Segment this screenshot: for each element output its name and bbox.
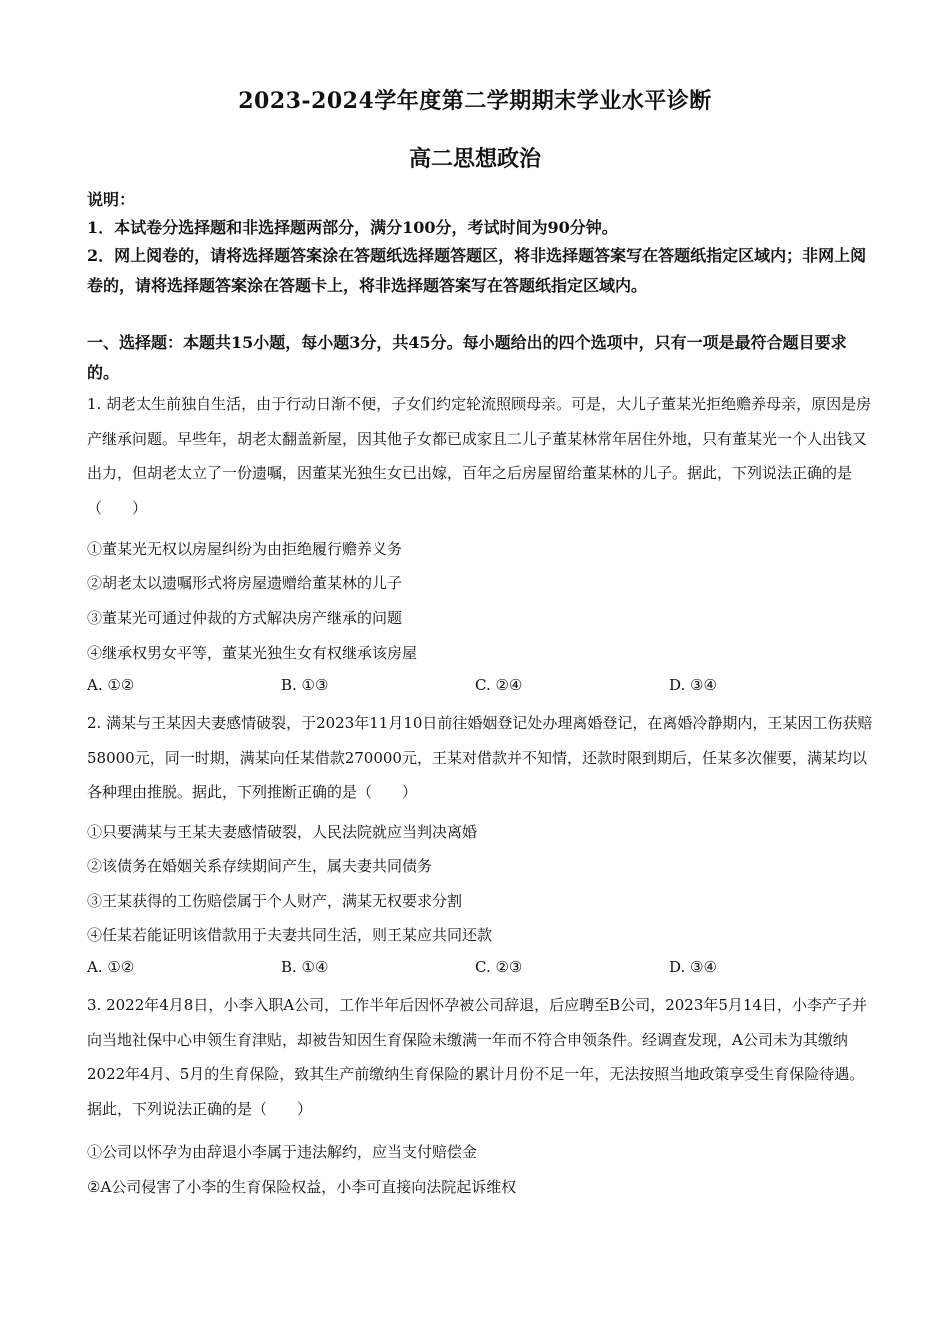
- q2-choice-c[interactable]: C. ②③: [475, 958, 523, 976]
- q3-stem: 3. 2022年4月8日，小李入职A公司，工作半年后因怀孕被公司辞退，后应聘至B公司，2023年5月14日，小李产子并向当地社保中心申领生育津贴，却被告知因生育保险未缴满一年而不符合申领条件。经调查发现，A公司未为其缴纳2022年4月、5月的生育保险，致其生产前缴纳生育保险的累计月份不足一年，无法按照当地政策享受生育保险待遇。据此，下列说法正确的是（ ）: [87, 996, 868, 1118]
- q1-statement-3: ③董某光可通过仲裁的方式解决房产继承的问题: [87, 609, 403, 627]
- q3-statement-2: ②A公司侵害了小李的生育保险权益，小李可直接向法院起诉维权: [87, 1178, 517, 1196]
- q2-statement-4: ④任某若能证明该借款用于夫妻共同生活，则王某应共同还款: [87, 926, 493, 944]
- q1-choice-b[interactable]: B. ①③: [281, 676, 329, 694]
- note-1: 1．本试卷分选择题和非选择题两部分，满分100分，考试时间为90分钟。: [87, 218, 618, 237]
- exam-subject: 高二思想政治: [408, 146, 541, 172]
- q1-choices: [87, 676, 877, 706]
- q1-choice-a[interactable]: A. ①②: [87, 676, 135, 694]
- q2-statement-2: ②该债务在婚姻关系存续期间产生，属夫妻共同债务: [87, 857, 433, 875]
- q1-choice-c[interactable]: C. ②④: [475, 676, 523, 694]
- q2-statement-3: ③王某获得的工伤赔偿属于个人财产，满某无权要求分割: [87, 892, 463, 910]
- q1-statement-4: ④继承权男女平等，董某光独生女有权继承该房屋: [87, 644, 418, 662]
- exam-title: 2023-2024学年度第二学期期末学业水平诊断: [238, 88, 712, 114]
- q2-choices: [87, 958, 877, 988]
- q1-statement-2: ②胡老太以遗嘱形式将房屋遗赠给董某林的儿子: [87, 574, 403, 592]
- q2-stem: 2. 满某与王某因夫妻感情破裂，于2023年11月10日前往婚姻登记处办理离婚登记，在离婚冷静期内，王某因工伤获赔58000元，同一时期，满某向任某借款270000元，王某对借款并不知情，还款时限到期后，任某多次催要，满某均以各种理由推脱。据此，下列推断正确的是（ ）: [87, 714, 873, 801]
- q1-statement-1: ①董某光无权以房屋纠纷为由拒绝履行赡养义务: [87, 540, 403, 558]
- q2-statement-1: ①只要满某与王某夫妻感情破裂，人民法院就应当判决离婚: [87, 823, 478, 841]
- q1-choice-d[interactable]: D. ③④: [669, 676, 717, 694]
- q2-choice-b[interactable]: B. ①④: [281, 958, 329, 976]
- q2-choice-d[interactable]: D. ③④: [669, 958, 717, 976]
- q2-choice-a[interactable]: A. ①②: [87, 958, 135, 976]
- q3-statement-1: ①公司以怀孕为由辞退小李属于违法解约，应当支付赔偿金: [87, 1143, 478, 1161]
- section-heading: 一、选择题：本题共15小题，每小题3分，共45分。每小题给出的四个选项中，只有一项是最符合题目要求的。: [87, 333, 847, 382]
- note-2: 2．网上阅卷的，请将选择题答案涂在答题纸选择题答题区，将非选择题答案写在答题纸指定区域内；非网上阅卷的，请将选择题答案涂在答题卡上，将非选择题答案写在答题纸指定区域内。: [87, 246, 867, 295]
- notes-label: 说明：: [87, 190, 136, 209]
- q1-stem: 1. 胡老太生前独自生活，由于行动日渐不便，子女们约定轮流照顾母亲。可是，大儿子董某光拒绝赡养母亲，原因是房产继承问题。早些年，胡老太翻盖新屋，因其他子女都已成家且二儿子董某林常年居住外地，只有董某光一个人出钱又出力，但胡老太立了一份遗嘱，因董某光独生女已出嫁，百年之后房屋留给董某林的儿子。据此，下列说法正确的是（ ）: [87, 395, 872, 517]
